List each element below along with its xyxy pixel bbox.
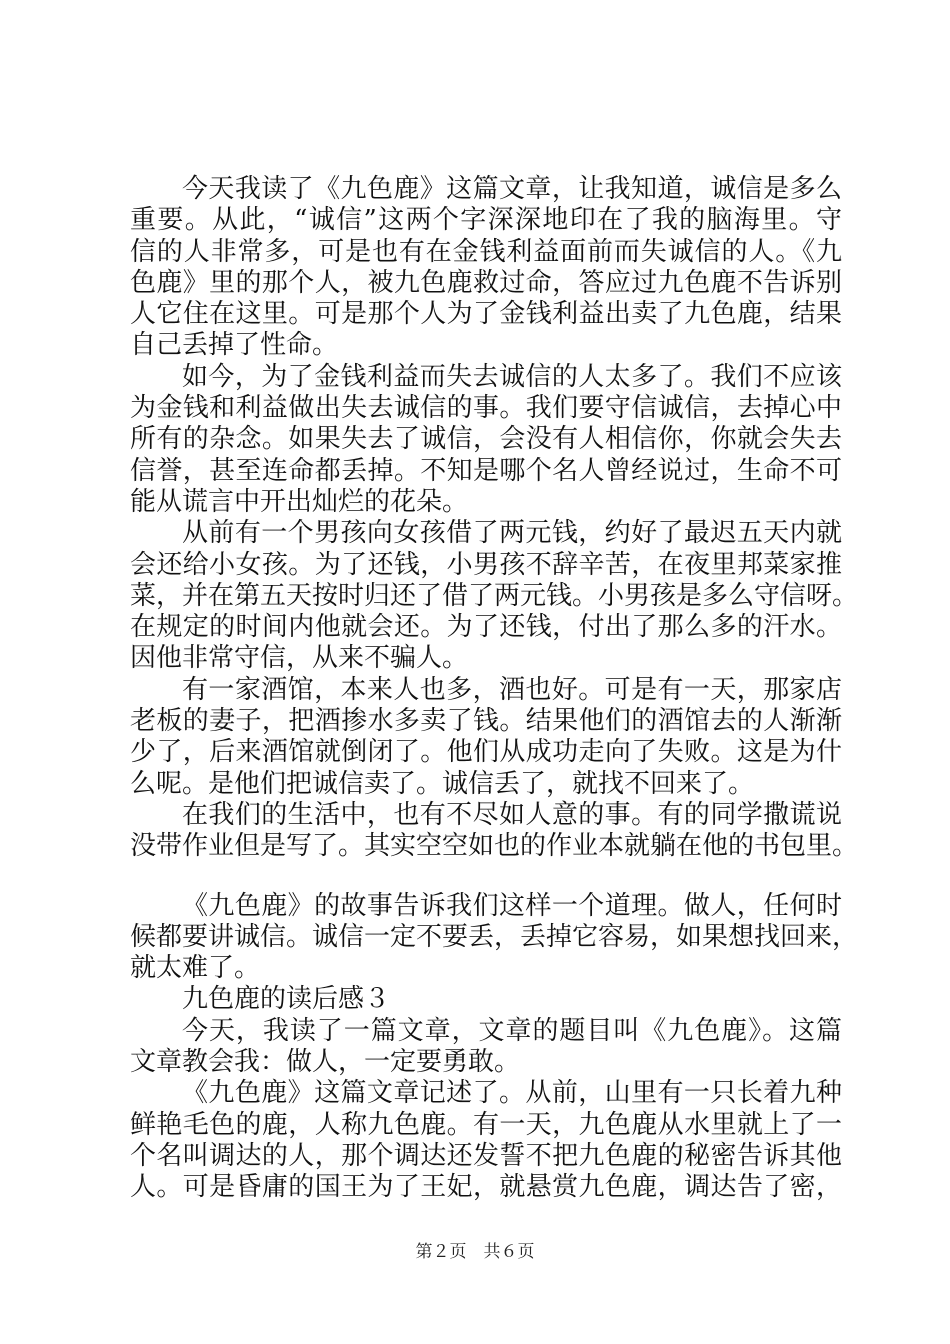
text-line: 老板的妻子，把酒掺水多卖了钱。结果他们的酒馆去的人渐渐	[130, 706, 842, 737]
page-footer: 第２页 共６页	[415, 1242, 535, 1262]
text-line: 为金钱和利益做出失去诚信的事。我们要守信诚信，去掉心中	[130, 393, 842, 424]
text-line: 从前有一个男孩向女孩借了两元钱，约好了最迟五天内就	[182, 518, 842, 549]
text-line: 九色鹿的读后感３	[182, 984, 391, 1015]
text-line: 候都要讲诚信。诚信一定不要丢，丢掉它容易，如果想找回来，	[130, 921, 859, 952]
text-line: 自己丢掉了性命。	[130, 330, 339, 361]
text-line: 么呢。是他们把诚信卖了。诚信丢了，就找不回来了。	[130, 768, 755, 799]
text-line: 色鹿》里的那个人，被九色鹿救过命，答应过九色鹿不告诉别	[130, 267, 842, 298]
text-line: 信誉，甚至连命都丢掉。不知是哪个名人曾经说过，生命不可	[130, 455, 842, 486]
text-line: 文章教会我：做人，一定要勇敢。	[130, 1047, 521, 1078]
text-line: 少了，后来酒馆就倒闭了。他们从成功走向了失败。这是为什	[130, 737, 842, 768]
text-line: 所有的杂念。如果失去了诚信，会没有人相信你，你就会失去	[130, 424, 842, 455]
text-line: 如今，为了金钱利益而失去诚信的人太多了。我们不应该	[182, 361, 842, 392]
text-line: 鲜艳毛色的鹿，人称九色鹿。有一天，九色鹿从水里就上了一	[130, 1109, 842, 1140]
text-line: 在我们的生活中，也有不尽如人意的事。有的同学撒谎说	[182, 799, 842, 830]
body-text	[130, 174, 859, 1204]
text-line: 没带作业但是写了。其实空空如也的作业本就躺在他的书包里。	[130, 831, 859, 862]
text-line: 信的人非常多，可是也有在金钱利益面前而失诚信的人。《九	[130, 236, 842, 267]
text-line: 会还给小女孩。为了还钱，小男孩不辞辛苦，在夜里邦菜家推	[130, 549, 842, 580]
text-line: 在规定的时间内他就会还。为了还钱，付出了那么多的汗水。	[130, 612, 842, 643]
text-line: 今天我读了《九色鹿》这篇文章，让我知道，诚信是多么	[182, 174, 842, 204]
text-line: 就太难了。	[130, 953, 261, 984]
text-line: 重要。从此，“诚信”这两个字深深地印在了我的脑海里。守	[130, 205, 842, 236]
text-line: 人它住在这里。可是那个人为了金钱利益出卖了九色鹿，结果	[130, 299, 842, 330]
text-line: 个名叫调达的人，那个调达还发誓不把九色鹿的秘密告诉其他	[130, 1140, 842, 1171]
text-line: 今天，我读了一篇文章，文章的题目叫《九色鹿》。这篇	[182, 1015, 842, 1046]
text-line: 《九色鹿》这篇文章记述了。从前，山里有一只长着九种	[182, 1078, 842, 1109]
text-line: 有一家酒馆，本来人也多，酒也好。可是有一天，那家店	[182, 674, 842, 705]
text-line: 人。可是昏庸的国王为了王妃，就悬赏九色鹿，调达告了密，	[130, 1172, 842, 1203]
text-line: 能从谎言中开出灿烂的花朵。	[130, 486, 469, 517]
text-line: 因他非常守信，从来不骗人。	[130, 643, 469, 674]
text-line: 《九色鹿》的故事告诉我们这样一个道理。做人，任何时	[182, 890, 842, 921]
text-line: 菜，并在第五天按时归还了借了两元钱。小男孩是多么守信呀。	[130, 580, 859, 611]
paragraph-gap	[130, 863, 842, 891]
